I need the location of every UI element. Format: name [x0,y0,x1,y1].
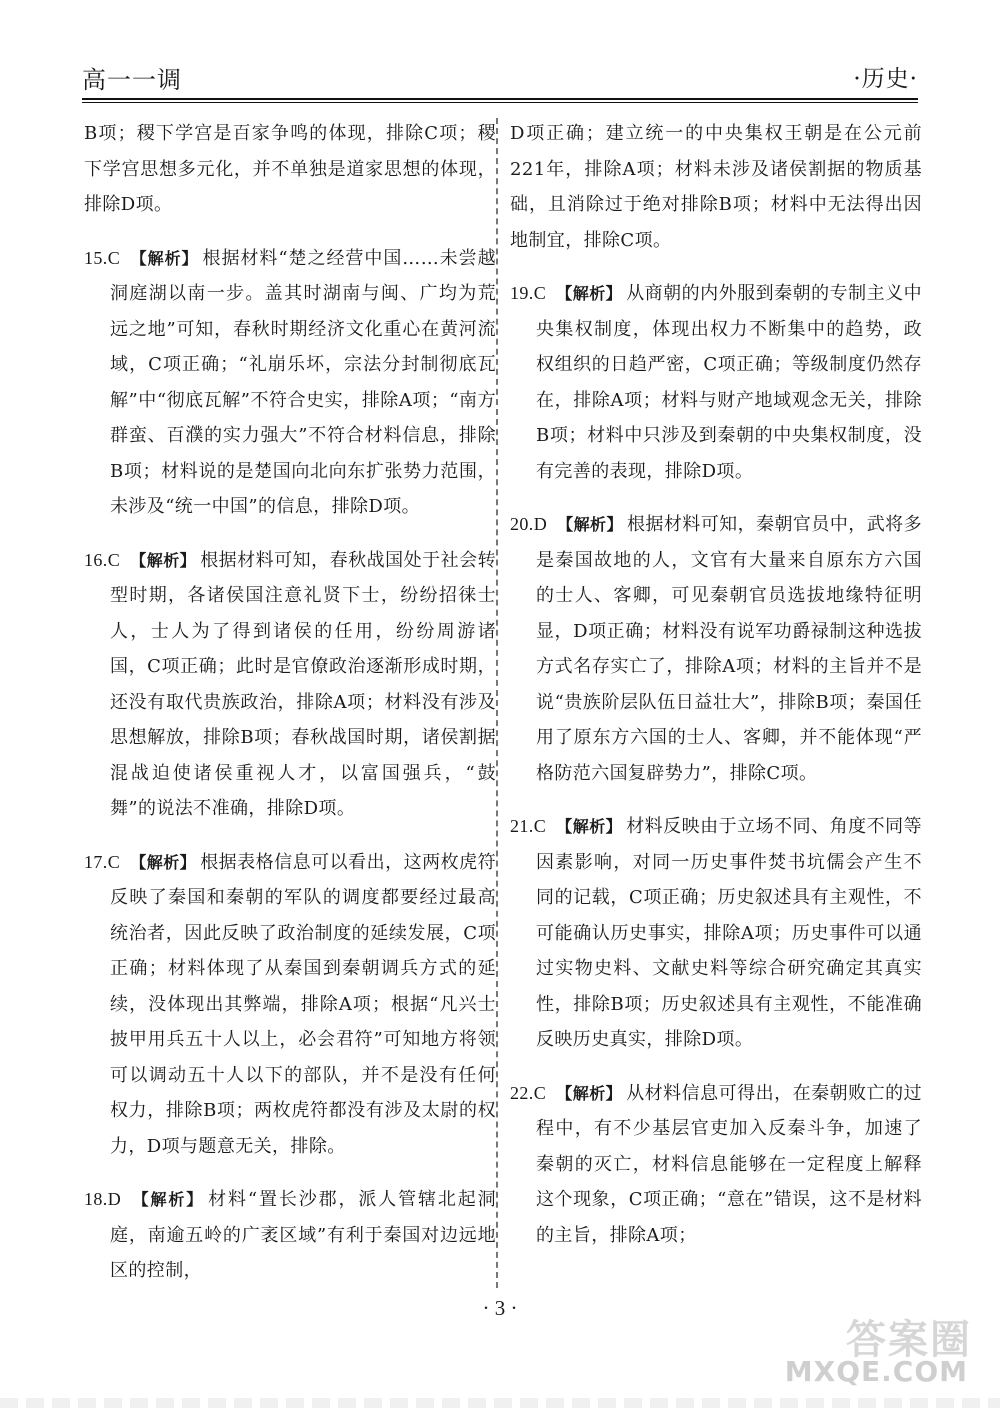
answer-text: 根据表格信息可以看出，这两枚虎符反映了秦国和秦朝的军队的调度都要经过最高统治者，因此反映了政治制度的延续发展，C项正确；材料体现了从秦国到秦朝调兵方式的延续，没体现出其弊端，排除A项；根据“凡兴士披甲用兵五十人以上，必会君符”可知地方将领可以调动五十人以下的部队，并不是没有任何权力，排除B项；两枚虎符都没有涉及太尉的权力，D项与题意无关，排除。 [110,851,496,1157]
answer-number: 18.D [84,1189,122,1209]
site-watermark [732,1308,972,1388]
analysis-tag: 【解析】 [556,817,623,836]
header-grade-label: 高一一调 [82,66,182,94]
answer-number: 22.C [510,1082,547,1103]
answer-number: 17.C [84,851,121,872]
right-continuation: D项正确；建立统一的中央集权王朝是在公元前221年，排除A项；材料未涉及诸侯割据的物质基础，且消除过于绝对排除B项；材料中无法得出因地制宜，排除C项。 [510,123,922,251]
analysis-tag: 【解析】 [130,248,199,268]
header-subject-label: ·历史· [853,66,918,92]
answer-number: 16.C [84,549,121,570]
header-rule [82,98,918,100]
analysis-tag: 【解析】 [131,1190,205,1209]
answer-item-22 [510,1076,922,1254]
answer-number: 21.C [510,816,547,836]
answer-text: 根据材料可知，春秋战国处于社会转型时期，各诸侯国注意礼贤下士，纷纷招徕士人，士人为了得到诸侯的任用，纷纷周游诸国，C项正确；此时是官僚政治逐渐形成时期，还没有取代贵族政治，排除A项；材料没有涉及思想解放，排除B项；春秋战国时期，诸侯割据混战迫使诸侯重视人才，以富国强兵，“鼓舞”的说法不准确，排除D项。 [110,549,496,819]
answer-item-16 [84,543,496,827]
answer-item-21 [510,809,922,1058]
answer-item-17 [84,845,496,1165]
answer-item-18 [84,1182,496,1289]
left-column [84,116,496,1307]
answer-text: 从材料信息可得出，在秦朝败亡的过程中，有不少基层官吏加入反秦斗争，加速了秦朝的灭亡，材料信息能够在一定程度上解释这个现象，C项正确；“意在”错误，这不是材料的主旨，排除A项； [536,1082,922,1246]
watermark-logo: 答案圈 [846,1317,972,1363]
left-continuation: B项；稷下学宫是百家争鸣的体现，排除C项；稷下学宫思想多元化，并不单独是道家思想的体现，排除D项。 [84,123,496,215]
page-number: · 3 · [482,1296,518,1320]
answer-number: 20.D [510,514,548,534]
answer-item-20 [510,507,922,791]
page-header [82,60,918,100]
header-rule-thin [82,102,918,103]
analysis-tag: 【解析】 [556,1083,623,1103]
right-column [510,116,922,1271]
answer-text: 根据材料“楚之经营中国……未尝越洞庭湖以南一步。盖其时湖南与闽、广均为荒远之地”可知，春秋时期经济文化重心在黄河流域，C项正确；“礼崩乐坏，宗法分封制彻底瓦解”中“彻底瓦解”不符合史实，排除A项；“南方群蛮、百濮的实力强大”不符合材料信息，排除B项；材料说的是楚国向北向东扩张势力范围，未涉及“统一中国”的信息，排除D项。 [110,247,496,517]
answer-text: 材料反映由于立场不同、角度不同等因素影响，对同一历史事件焚书坑儒会产生不同的记载，C项正确；历史叙述具有主观性，不可能确认历史事实，排除A项；历史事件可以通过实物史料、文献史料等综合研究确定其真实性，排除B项；历史叙述具有主观性，不能准确反映历史真实，排除D项。 [536,816,922,1050]
analysis-tag: 【解析】 [130,550,197,570]
bottom-scan-strip [0,1398,1000,1408]
answer-item-19 [510,276,922,489]
analysis-tag: 【解析】 [556,284,623,303]
column-divider [496,118,498,1288]
analysis-tag: 【解析】 [557,515,623,534]
answer-text: 从商朝的内外服到秦朝的专制主义中央集权制度，体现出权力不断集中的趋势，政权组织的日趋严密，C项正确；等级制度仍然存在，排除A项；材料与财产地域观念无关，排除B项；材料中只涉及到秦朝的中央集权制度，没有完善的表现，排除D项。 [536,283,922,482]
answer-item-15 [84,241,496,525]
answer-number: 19.C [510,283,547,303]
answer-text: 根据材料可知，秦朝官员中，武将多是秦国故地的人，文官有大量来自原东方六国的士人、客卿，可见秦朝官员选拔地缘特征明显，D项正确；材料没有说军功爵禄制这种选拔方式名存实亡了，排除A项；材料的主旨并不是说“贵族阶层队伍日益壮大”，排除B项；秦国任用了原东方六国的士人、客卿，并不能体现“严格防范六国复辟势力”，排除C项。 [536,514,922,784]
watermark-url: MXQE.COM [784,1355,968,1388]
answer-number: 15.C [84,247,121,268]
analysis-tag: 【解析】 [130,852,197,872]
answer-text: 材料“置长沙郡，派人管辖北起洞庭，南逾五岭的广袤区域”有利于秦国对边远地区的控制， [110,1189,496,1281]
